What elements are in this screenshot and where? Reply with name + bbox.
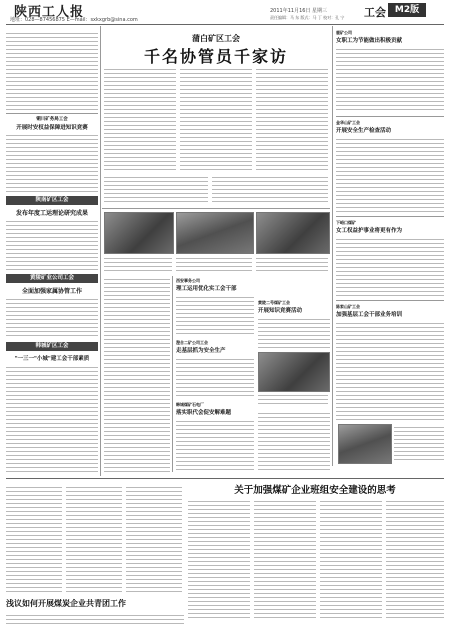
column-divider <box>172 276 173 472</box>
column-divider <box>100 26 101 476</box>
photo-caption <box>394 424 444 462</box>
contact-info: 地址：028—87456875 E—mail：sxkxgrb@sina.com <box>10 17 138 23</box>
article-text <box>188 498 250 620</box>
masthead-rule <box>6 24 444 25</box>
article-text <box>176 294 254 334</box>
article-headline: 落实职代会促安解难题 <box>176 410 232 416</box>
article-text <box>258 410 330 470</box>
article-text <box>176 418 254 470</box>
article-intro-text <box>6 30 98 110</box>
news-photo <box>256 212 330 254</box>
article-text <box>6 484 62 594</box>
lead-text-col2 <box>180 66 252 170</box>
section-band: 黄陵矿业公司工会 <box>6 274 98 283</box>
article-kicker: 铜川矿务局工会 <box>36 117 68 122</box>
feature-headline: 关于加强煤矿企业班组安全建设的思考 <box>234 485 396 496</box>
news-photo <box>104 212 174 254</box>
lead-headline: 千名协管员千家访 <box>143 47 288 66</box>
photo-caption <box>258 392 328 406</box>
photo-caption <box>104 255 172 271</box>
article-text <box>336 136 444 212</box>
section-title: 工会 <box>364 6 386 19</box>
feature-headline: 浅议如何开展煤炭企业共青团工作 <box>6 598 126 608</box>
lead-text-bottom <box>212 174 328 204</box>
article-kicker: 黄陵二号煤矿工会 <box>258 300 290 305</box>
column-divider <box>332 26 333 466</box>
article-text <box>6 218 98 270</box>
section-band: 韩城矿区工会 <box>6 342 98 351</box>
article-kicker: 澄合二矿公司工会 <box>176 340 208 345</box>
edition-info: 2011年11月16日 星期三 <box>270 8 328 14</box>
lead-text-col1 <box>104 66 176 170</box>
editor-line: 责任编辑：马 东 版式：马 丁 校对：孔 宁 <box>270 15 345 20</box>
divider <box>336 116 444 117</box>
divider <box>6 113 98 114</box>
news-photo <box>338 424 392 464</box>
divider <box>336 216 444 217</box>
article-kicker: 陈家山矿工会 <box>336 304 360 309</box>
article-kicker: 下峪口煤矿 <box>336 220 356 225</box>
lead-text-col3 <box>256 66 328 170</box>
article-headline: 走基层抓为安全生产 <box>176 348 226 354</box>
divider <box>102 208 330 209</box>
article-kicker: 西安事务公司 <box>176 278 200 283</box>
article-headline: 开展知识竞赛活动 <box>258 308 303 314</box>
article-text <box>6 132 98 192</box>
page-badge: M2版 <box>388 3 426 17</box>
news-photo <box>176 212 254 254</box>
section-band: 陕南矿区工会 <box>6 196 98 205</box>
article-headline: "一三一"小城"建工会干部素质 <box>14 356 90 362</box>
article-text <box>386 498 444 620</box>
article-text <box>126 484 182 594</box>
article-kicker: 鹿矿公司 <box>336 30 352 35</box>
article-headline: 全面加强家属协管工作 <box>21 288 82 295</box>
article-text <box>320 498 382 620</box>
article-text <box>336 320 444 420</box>
article-text <box>176 356 254 396</box>
article-kicker: 金华山矿工会 <box>336 120 360 125</box>
article-headline: 女职工为节能做出积极贡献 <box>336 38 403 44</box>
article-headline: 加强基层工会干部业务培训 <box>336 312 403 318</box>
section-rule <box>6 478 444 479</box>
news-photo <box>258 352 330 392</box>
divider <box>336 300 444 301</box>
lead-text-bottom <box>104 174 208 204</box>
newspaper-logo: 陕西工人报 <box>14 5 85 20</box>
article-text <box>6 612 184 624</box>
article-text <box>336 46 444 112</box>
article-text <box>336 236 444 296</box>
article-text <box>6 364 98 474</box>
article-text <box>254 498 316 620</box>
article-text <box>6 296 98 338</box>
article-text <box>66 484 122 594</box>
article-kicker: 韩城煤矿石电厂 <box>176 402 204 407</box>
article-headline: 开展时安权益保障进知识竞赛 <box>16 125 88 131</box>
masthead <box>0 0 450 26</box>
article-headline: 理工运用优化实工会干部 <box>176 286 237 292</box>
article-text <box>258 316 330 348</box>
article-text <box>104 276 170 472</box>
photo-caption <box>176 255 252 271</box>
article-headline: 开展安全生产检查活动 <box>336 128 392 134</box>
article-headline: 女工权益护事业将更有作为 <box>336 228 403 234</box>
photo-caption <box>256 255 328 271</box>
article-headline: 发布年度工运理论研究成果 <box>15 210 88 217</box>
lead-kicker: 蒲白矿区工会 <box>192 34 240 43</box>
